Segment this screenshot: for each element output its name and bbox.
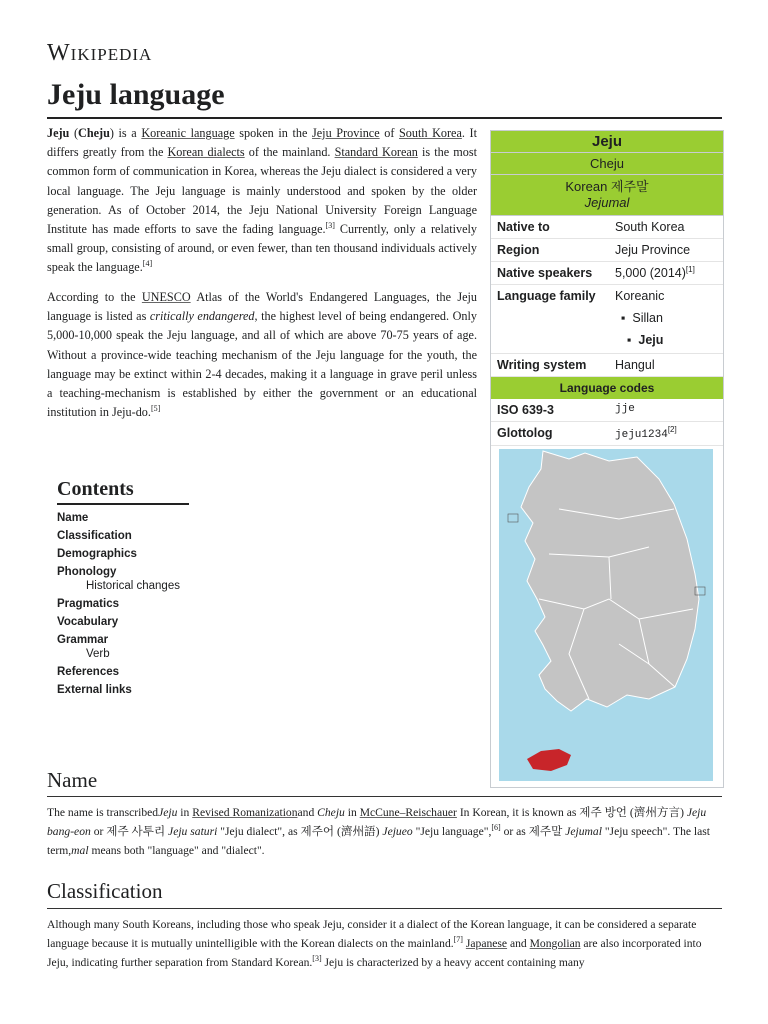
toc-external-links[interactable]: External links [57, 684, 132, 696]
page-title: Jeju language [47, 78, 225, 111]
toc-classification[interactable]: Classification [57, 530, 132, 542]
link-mccune-reischauer[interactable]: McCune–Reischauer [359, 806, 457, 819]
table-of-contents [57, 478, 192, 699]
row-value: Jeju Province [615, 243, 691, 257]
infobox-row-glottolog [491, 422, 723, 446]
link-jeju-province[interactable]: Jeju Province [312, 126, 380, 140]
infobox-row-writing-system [491, 354, 723, 377]
language-codes-header: Language codes [491, 377, 723, 399]
row-label: Writing system [497, 358, 587, 372]
section-heading-classification: Classification [47, 879, 163, 903]
text: is the most common form of communication in Korea, whereas the Jeju dialect is considered a very local language. The Jeju language is mainly understood and spoken by the older generation. As of October 2014, the Jeju National University Foreign Language Institute has made efforts to save the fading language. [47, 145, 477, 237]
toc-name[interactable]: Name [57, 512, 89, 524]
text: Atlas of the World's Endangered Languages, the Jeju language is listed as [47, 290, 478, 324]
text: of the mainland. [244, 145, 335, 160]
link-revised-romanization[interactable]: Revised Romanization [192, 806, 298, 819]
link-korean-dialects[interactable]: Korean dialects [167, 145, 245, 160]
family-branch[interactable]: ▪ Sillan [621, 311, 663, 325]
infobox-row-region [491, 239, 723, 262]
toc-historical-changes[interactable]: Historical changes [86, 580, 180, 592]
text: spoken in the [234, 126, 313, 140]
toc-vocabulary[interactable]: Vocabulary [57, 616, 119, 628]
citation-6[interactable]: [6] [491, 823, 501, 833]
south-korea-map[interactable] [499, 449, 713, 781]
row-value: 5,000 (2014)[1] [615, 264, 695, 280]
link-koreanic-language[interactable]: Koreanic language [141, 126, 235, 140]
map-container [491, 446, 723, 787]
text: ) is a [109, 126, 142, 140]
infobox-row-language-family [491, 285, 723, 354]
contents-heading: Contents [57, 478, 189, 505]
row-value: jeju1234[2] [615, 424, 677, 441]
infobox-row-iso [491, 399, 723, 422]
text: ( [69, 126, 79, 140]
bold-term: Jeju [47, 126, 70, 140]
toc-references[interactable]: References [57, 666, 120, 678]
toc-grammar[interactable]: Grammar Verb [57, 631, 192, 663]
section-divider [47, 908, 722, 909]
citation-1[interactable]: [1] [685, 264, 695, 274]
toc-pragmatics[interactable]: Pragmatics [57, 598, 120, 610]
infobox [490, 130, 724, 788]
citation-2[interactable]: [2] [667, 424, 677, 434]
link-unesco[interactable]: UNESCO [141, 290, 191, 304]
row-label: Language family [497, 289, 596, 303]
citation-7[interactable]: [7] [453, 935, 463, 945]
section-heading-name: Name [47, 768, 98, 792]
text: , the highest level of being endangered. Only 5,000-10,000 speak the Jeju language, and all of which are above 70-75 years of age. Without a province-wide teaching mechanism of the Jeju language for the youth, the language may be extinct within 2-4 decades, making it a language in grave peril unless a teaching-mechanism is established by either the government or an educational institution in Jeju-do. [47, 309, 477, 420]
row-value: South Korea [615, 220, 685, 234]
infobox-title: Jeju [491, 131, 723, 153]
text: According to the [47, 290, 142, 304]
link-standard-korean[interactable]: Standard Korean [334, 145, 418, 160]
row-label: Native to [497, 220, 550, 234]
infobox-subtitle: Cheju [491, 153, 723, 175]
infobox-row-native-speakers [491, 262, 723, 285]
toc-phonology[interactable]: Phonology Historical changes [57, 563, 192, 595]
row-label: Native speakers [497, 266, 593, 280]
citation-4[interactable]: [4] [142, 259, 153, 269]
citation-3[interactable]: [3] [312, 954, 322, 964]
toc-demographics[interactable]: Demographics [57, 548, 137, 560]
row-value [609, 285, 723, 353]
row-value[interactable]: Hangul [615, 358, 655, 372]
infobox-row-native-to [491, 216, 723, 239]
row-label[interactable]: Glottolog [497, 426, 553, 440]
title-divider [47, 117, 722, 119]
text: Currently, only a relatively small group, consisting of around, or even fewer, than ten thousand individuals actively speak the language. [47, 222, 477, 275]
toc-verb[interactable]: Verb [86, 648, 110, 660]
wikipedia-wordmark[interactable]: Wikipedia [47, 40, 153, 66]
family-root[interactable]: Koreanic [615, 289, 665, 303]
emphasis: critically endangered [149, 309, 255, 324]
citation-5[interactable]: [5] [150, 404, 161, 414]
text: . It differs greatly from the [47, 126, 477, 160]
bold-term: Cheju [78, 126, 110, 140]
link-japanese[interactable]: Japanese [465, 937, 508, 950]
lead-paragraph-2 [47, 288, 477, 422]
row-label[interactable]: ISO 639-3 [497, 403, 554, 417]
name-paragraph: The name is transcribedJeju in Revised Romanizationand Cheju in McCune–Reischauer In Korean, it is known as 제주 방언 (濟州方言) Jeju bang-eon or 제주 사투리 Jeju saturi "Jeju dialect", as 제주어 (濟州語) Jejueo "Jeju language",[6] or as 제주말 Jejumal "Jeju speech". The last term,mal means both "language" and "dialect". [47, 806, 711, 857]
lead-paragraph-1 [47, 124, 477, 278]
link-mongolian[interactable]: Mongolian [529, 937, 581, 950]
native-name: Korean 제주말 [565, 179, 649, 194]
classification-paragraph: Although many South Koreans, including those who speak Jeju, consider it a dialect of the Korean language, it can be considered a separate language because it is mutually unintelligible with the Korean dialects on the mainland.[7] Japanese and Mongolian are also incorporated into Jeju, indicating further separation from Standard Korean.[3] Jeju is characterized by a heavy accent containing many [47, 918, 702, 969]
row-label: Region [497, 243, 540, 257]
section-divider [47, 796, 722, 797]
link-south-korea[interactable]: South Korea [399, 126, 462, 140]
row-value[interactable]: jje [615, 403, 635, 415]
infobox-native-name [491, 175, 723, 216]
native-romanization: Jejumal [584, 195, 630, 210]
family-leaf: ▪ Jeju [627, 333, 664, 347]
citation-3[interactable]: [3] [325, 220, 335, 230]
text: of [379, 126, 400, 140]
